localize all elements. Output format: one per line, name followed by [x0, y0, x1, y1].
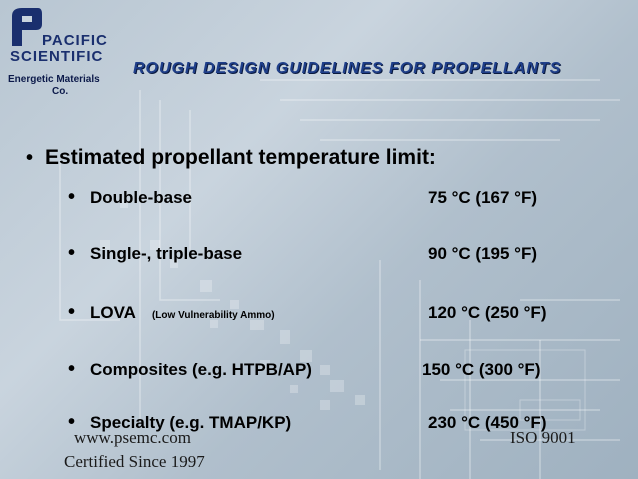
item-value: 120 °C (250 °F) — [428, 303, 547, 322]
logo-word-scientific: SCIENTIFIC — [10, 48, 104, 65]
bullet-icon: • — [68, 242, 76, 264]
logo-word-pacific: PACIFIC — [42, 32, 108, 49]
footer-iso: ISO 9001 — [510, 428, 576, 447]
item-label: Double-base — [90, 188, 193, 207]
footer-certified: Certified Since 1997 — [64, 452, 205, 471]
slide-title: ROUGH DESIGN GUIDELINES FOR PROPELLANTS — [133, 60, 562, 77]
main-bullet-text: Estimated propellant temperature limit: — [45, 146, 436, 169]
item-value: 75 °C (167 °F) — [428, 188, 538, 207]
item-label-text: LOVA — [90, 303, 136, 322]
item-label: Composites (e.g. HTPB/AP) — [90, 360, 312, 379]
list-item — [68, 360, 608, 384]
company-logo — [6, 6, 126, 98]
item-value: 150 °C (300 °F) — [422, 360, 541, 379]
main-bullet — [26, 146, 436, 170]
item-label — [90, 303, 275, 323]
bullet-icon: • — [68, 358, 76, 380]
logo-subtitle: Energetic Materials — [8, 74, 100, 85]
item-value: 90 °C (195 °F) — [428, 244, 538, 263]
item-value: 230 °C (450 °F) — [428, 413, 547, 432]
logo-mark-icon — [8, 6, 44, 50]
logo-subtitle-co: Co. — [52, 86, 69, 97]
list-item — [68, 303, 608, 327]
bullet-icon: • — [68, 411, 76, 433]
list-item — [68, 188, 608, 212]
bullet-icon: • — [68, 186, 76, 208]
footer-url[interactable]: www.psemc.com — [74, 428, 191, 447]
item-label: Single-, triple-base — [90, 244, 243, 263]
item-label: Specialty (e.g. TMAP/KP) — [90, 413, 292, 432]
item-note: (Low Vulnerability Ammo) — [151, 310, 275, 321]
bullet-icon: • — [68, 301, 76, 323]
bullet-icon: • — [26, 147, 34, 169]
list-item — [68, 244, 608, 268]
